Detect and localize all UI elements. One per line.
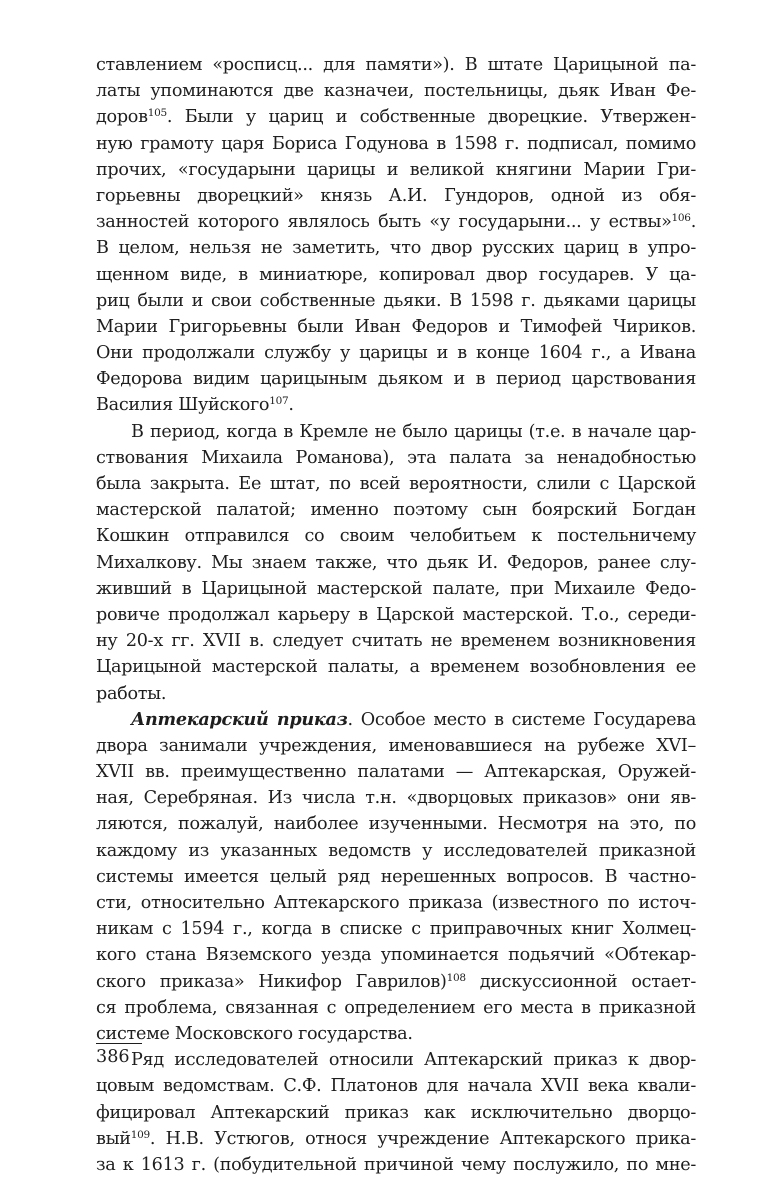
text-line: мастерской палатой; именно поэтому сын боярский Богдан [96, 500, 696, 521]
text-line: горьевны дворецкий» князь А.И. Гундоров, одной из обя- [96, 185, 696, 206]
page-number: 386 [96, 1047, 130, 1067]
text-line: Марии Григорьевны были Иван Федоров и Тимофей Чириков. [96, 316, 696, 337]
text-line: ровиче продолжал карьеру в Царской мастерской. Т.о., середи- [96, 604, 696, 625]
footnote-ref-109: 109 [130, 1128, 150, 1141]
footer-rule [96, 1043, 142, 1044]
text-line: ная, Серебряная. Из числа т.н. «дворцовых приказов» они яв- [96, 788, 696, 809]
text-line: латы упоминаются две казначеи, постельницы, дьяк Иван Фе- [96, 81, 696, 102]
text-line: Федорова видим царицыным дьяком и в период царствования [96, 369, 696, 390]
text-line: за к 1613 г. (побудительной причиной чему послужило, по мне- [96, 1154, 696, 1175]
page-body [96, 52, 696, 1178]
text-line: вый$^{109}$. Н.В. Устюгов, относя учреждение Аптекарского прика- [96, 1128, 696, 1149]
text-line: ну 20-х гг. XVII в. следует считать не временем возникновения [96, 631, 696, 652]
text-line: цовым ведомствам. С.Ф. Платонов для начала XVII века квали- [96, 1076, 696, 1097]
footnote-ref-108: 108 [446, 971, 466, 984]
text-line: В целом, нельзя не заметить, что двор русских цариц в упро- [96, 238, 696, 259]
text-line: ского приказа» Никифор Гаврилов)$^{108}$ дискуссионной остает- [96, 971, 697, 992]
text-line: ляются, пожалуй, наиболее изученными. Несмотря на это, по [96, 814, 696, 835]
text-line: XVII вв. преимущественно палатами — Аптекарская, Оружей- [96, 762, 696, 783]
text-line: риц были и свои собственные дьяки. В 1598 г. дьяками царицы [96, 290, 696, 311]
text-line: щенном виде, в миниатюре, копировал двор государев. У ца- [96, 264, 696, 285]
text-line: каждому из указанных ведомств у исследователей приказной [96, 840, 696, 861]
text-line: Михалкову. Мы знаем также, что дьяк И. Федоров, ранее слу- [96, 552, 696, 573]
text-line: сти, относительно Аптекарского приказа (известного по источ- [96, 893, 696, 913]
section-heading: Аптекарский приказ [131, 708, 348, 730]
text-line: фицировал Аптекарский приказ как исключительно дворцо- [96, 1102, 696, 1123]
footnote-ref-106: 106 [671, 212, 691, 225]
text-line: живший в Царицыной мастерской палате, при Михаиле Федо- [96, 578, 696, 599]
text-line: Кошкин отправился со своим челобитьем к постельничему [96, 526, 696, 547]
text-line: Аптекарский приказ. Особое место в системе Государева [131, 708, 697, 730]
text-line: занностей которого являлось быть «у государыни... у ествы»$^{106}$. [96, 212, 696, 233]
text-line: Ряд исследователей относили Аптекарский приказ к двор- [131, 1050, 696, 1071]
text-line: работы. [96, 683, 167, 704]
text-line: была закрыта. Ее штат, по всей вероятности, слили с Царской [96, 474, 696, 494]
text-line: ную грамоту царя Бориса Годунова в 1598 г. подписал, помимо [96, 133, 696, 154]
footnote-ref-105: 105 [147, 107, 167, 120]
text-line: Они продолжали службу у царицы и в конце 1604 г., а Ивана [96, 343, 696, 364]
text-line: ся проблема, связанная с определением его места в приказной [96, 997, 696, 1018]
text-line: Василия Шуйского$^{107}$. [96, 395, 294, 416]
text-line: В период, когда в Кремле не было царицы (т.е. в начале цар- [131, 421, 696, 442]
text-line: системе Московского государства. [96, 1023, 413, 1044]
text-line: двора занимали учреждения, именовавшиеся на рубеже XVI– [96, 735, 696, 756]
text-line: прочих, «государыни царицы и великой княгини Марии Гри- [96, 159, 696, 180]
text-line: Царицыной мастерской палаты, а временем возобновления ее [96, 657, 696, 678]
footnote-ref-107: 107 [269, 395, 289, 408]
text-line: ставлением «росписц... для памяти»). В штате Царицыной па- [96, 55, 696, 75]
text-line: ствования Михаила Романова), эта палата за ненадобностью [96, 447, 696, 468]
text-line: системы имеется целый ряд нерешенных вопросов. В частно- [96, 866, 696, 887]
text-line: кого стана Вяземского уезда упоминается подьячий «Обтекар- [96, 945, 696, 966]
text-line: доров$^{105}$. Были у цариц и собственные дворецкие. Утвержен- [96, 107, 696, 128]
text-line: никам с 1594 г., когда в списке с приправочных книг Холмец- [96, 919, 696, 940]
